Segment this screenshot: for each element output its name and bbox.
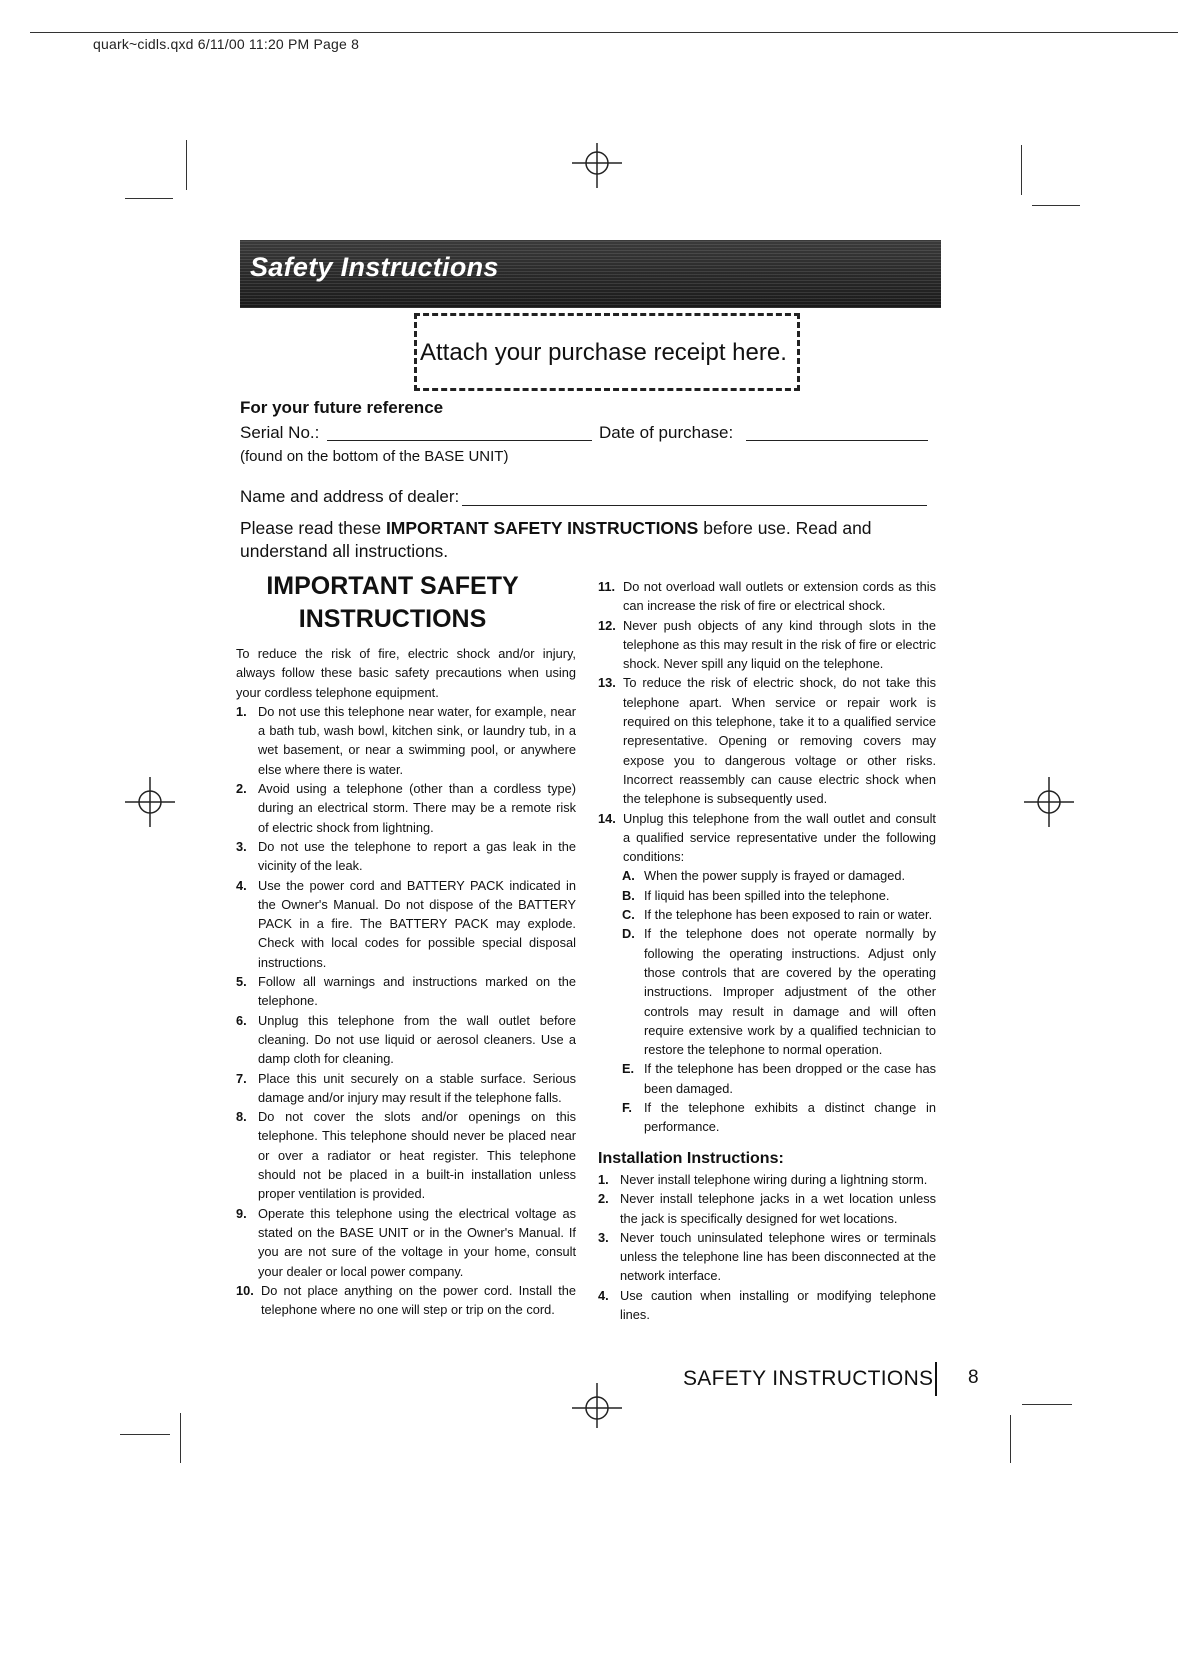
intro-emphasis: IMPORTANT SAFETY INSTRUCTIONS [385,518,699,538]
item-text: To reduce the risk of electric shock, do not take this telephone apart. When service or repair work is required on this telephone, take it to a qualified service representative. Opening or removing covers may expose you to dangerous voltage or other risks. Incorrect reassembly can cause electric shock when the telephone is subsequently used. [623,675,936,807]
item-text: If the telephone has been dropped or the case has been damaged. [644,1061,936,1096]
item-text: Do not overload wall outlets or extension cords as this can increase the risk of fire or electrical shock. [623,579,936,614]
item-number: 2. [598,1191,609,1207]
registration-mark-icon [125,777,175,827]
list-item [598,577,936,616]
slug-rule [30,32,1178,33]
intro-text: before use. Read and understand all instructions. [240,518,872,561]
intro-text: Please read these [240,518,386,538]
crop-mark [1010,1415,1011,1463]
date-field-line [746,440,928,441]
item-letter: E. [622,1061,635,1077]
item-text: Unplug this telephone from the wall outlet and consult a qualified service representative under the following conditions: [623,810,936,865]
page-number: 8 [968,1367,979,1388]
registration-mark-icon [1024,777,1074,827]
item-text: Place this unit securely on a stable surface. Serious damage and/or injury may result if the telephone falls. [258,1070,576,1105]
item-number: 8. [236,1109,247,1125]
item-text: Follow all warnings and instructions marked on the telephone. [258,974,576,1009]
item-number: 1. [598,1171,609,1187]
item-number: 14. [598,810,616,826]
item-number: 3. [598,1229,609,1245]
install-item [598,1170,936,1189]
page-title: Safety Instructions [250,252,499,282]
crop-mark [120,1434,170,1435]
item-number: 11. [598,579,616,594]
item-text: Avoid using a telephone (other than a cordless type) during an electrical storm. There may be a remote risk of electric shock from lightning. [258,781,576,835]
install-item [598,1228,936,1286]
footer-section-title: SAFETY INSTRUCTIONS [683,1367,934,1390]
crop-mark [1022,1404,1072,1405]
crop-mark [180,1413,181,1463]
list-item [236,1281,576,1320]
crop-mark [1021,145,1022,195]
item-number: 3. [236,838,247,854]
list-item [236,837,576,876]
reference-heading: For your future reference [240,398,444,417]
section-heading-line: IMPORTANT SAFETY [266,572,519,600]
item-text: Never install telephone jacks in a wet location unless the jack is specifically designed for wet locations. [620,1191,936,1226]
serial-field-line [327,440,592,441]
crop-mark [186,140,187,190]
item-letter: A. [622,868,635,884]
footer-divider [935,1362,937,1396]
item-number: 13. [598,675,616,691]
registration-mark-icon [572,1383,622,1433]
item-number: 2. [236,781,247,797]
intro-paragraph [240,517,940,563]
item-text: If the telephone exhibits a distinct change in performance. [644,1100,936,1135]
item-text: When the power supply is frayed or damaged. [644,868,906,884]
dealer-field-line [462,505,927,506]
sub-list-item [598,1098,936,1137]
item-letter: C. [622,907,635,923]
list-item [236,702,576,779]
list-item [236,876,576,972]
list-item [236,972,576,1011]
list-item [236,779,576,837]
item-text: Do not cover the slots and/or openings on this telephone. This telephone should never be placed near or over a radiator or heat register. This telephone should not be placed in a built-in installation unless proper ventilation is provided. [258,1109,576,1202]
item-number: 5. [236,974,247,990]
section-header-bar [240,240,941,308]
item-text: If liquid has been spilled into the telephone. [644,887,890,903]
crop-mark [1032,205,1080,206]
date-label: Date of purchase: [599,423,734,442]
section-heading [260,570,525,636]
item-text: Operate this telephone using the electrical voltage as stated on the BASE UNIT or in the Owner's Manual. If you are not sure of the voltage in your home, consult your dealer or local power company. [258,1205,576,1279]
left-column [236,644,576,1319]
item-number: 10. [236,1282,254,1298]
item-text: Never touch uninsulated telephone wires or terminals unless the telephone line has been disconnected at the network interface. [620,1229,936,1284]
sub-list-item [598,886,936,905]
list-item [598,673,936,808]
list-item [236,1204,576,1281]
item-number: 9. [236,1205,247,1221]
dealer-label: Name and address of dealer: [240,487,460,506]
item-text: Do not use this telephone near water, for example, near a bath tub, wash bowl, kitchen sink, or laundry tub, in a wet basement, or near a swimming pool, or anywhere else where there is water. [258,703,576,777]
item-number: 6. [236,1012,247,1028]
slug-line: quark~cidls.qxd 6/11/00 11:20 PM Page 8 [93,36,360,52]
list-item [598,809,936,867]
serial-label: Serial No.: [240,423,320,442]
section-lead: To reduce the risk of fire, electric shock and/or injury, always follow these basic safety precautions when using your cordless telephone equipment. [236,646,576,700]
install-item [598,1189,936,1228]
list-item [236,1107,576,1203]
item-text: Do not use the telephone to report a gas leak in the vicinity of the leak. [258,838,576,874]
item-letter: D. [622,926,635,942]
item-letter: F. [622,1100,632,1116]
item-letter: B. [622,887,635,903]
item-number: 7. [236,1070,247,1086]
sub-list-item [598,924,936,1059]
item-number: 12. [598,617,616,633]
item-text: Unplug this telephone from the wall outlet before cleaning. Do not use liquid or aerosol cleaners. Use a damp cloth for cleaning. [258,1012,576,1067]
right-column [598,577,936,1324]
install-item [598,1286,936,1325]
list-item [598,616,936,674]
item-text: Use the power cord and BATTERY PACK indicated in the Owner's Manual. Do not dispose of the BATTERY PACK in a fire. The BATTERY PACK may explode. Check with local codes for possible special disposal instructions. [258,877,576,970]
item-number: 4. [598,1287,609,1303]
item-text: If the telephone does not operate normally by following the operating instructions. Adjust only those controls that are covered by the operating instructions. Improper adjustment of the other controls may result in damage and will often require extensive work by a qualified technician to restore the telephone to normal operation. [644,926,936,1058]
sub-list-item [598,905,936,924]
item-number: 1. [236,703,247,719]
crop-mark [125,198,173,199]
item-text: Do not place anything on the power cord. Install the telephone where no one will step or trip on the cord. [261,1282,576,1318]
item-text: Never push objects of any kind through slots in the telephone as this may result in the risk of fire or electric shock. Never spill any liquid on the telephone. [623,617,936,672]
list-item [236,1011,576,1069]
sub-list-item [598,1059,936,1098]
item-text: Use caution when installing or modifying telephone lines. [620,1287,936,1322]
section-heading-line: INSTRUCTIONS [298,605,487,633]
installation-heading: Installation Instructions: [598,1149,784,1167]
receipt-attach-text: Attach your purchase receipt here. [420,339,787,366]
registration-mark-icon [572,138,622,188]
list-item [236,1069,576,1108]
sub-list-item [598,866,936,885]
item-text: If the telephone has been exposed to rain or water. [644,907,933,923]
serial-note: (found on the bottom of the BASE UNIT) [240,448,509,465]
item-text: Never install telephone wiring during a lightning storm. [620,1171,928,1187]
item-number: 4. [236,877,247,893]
